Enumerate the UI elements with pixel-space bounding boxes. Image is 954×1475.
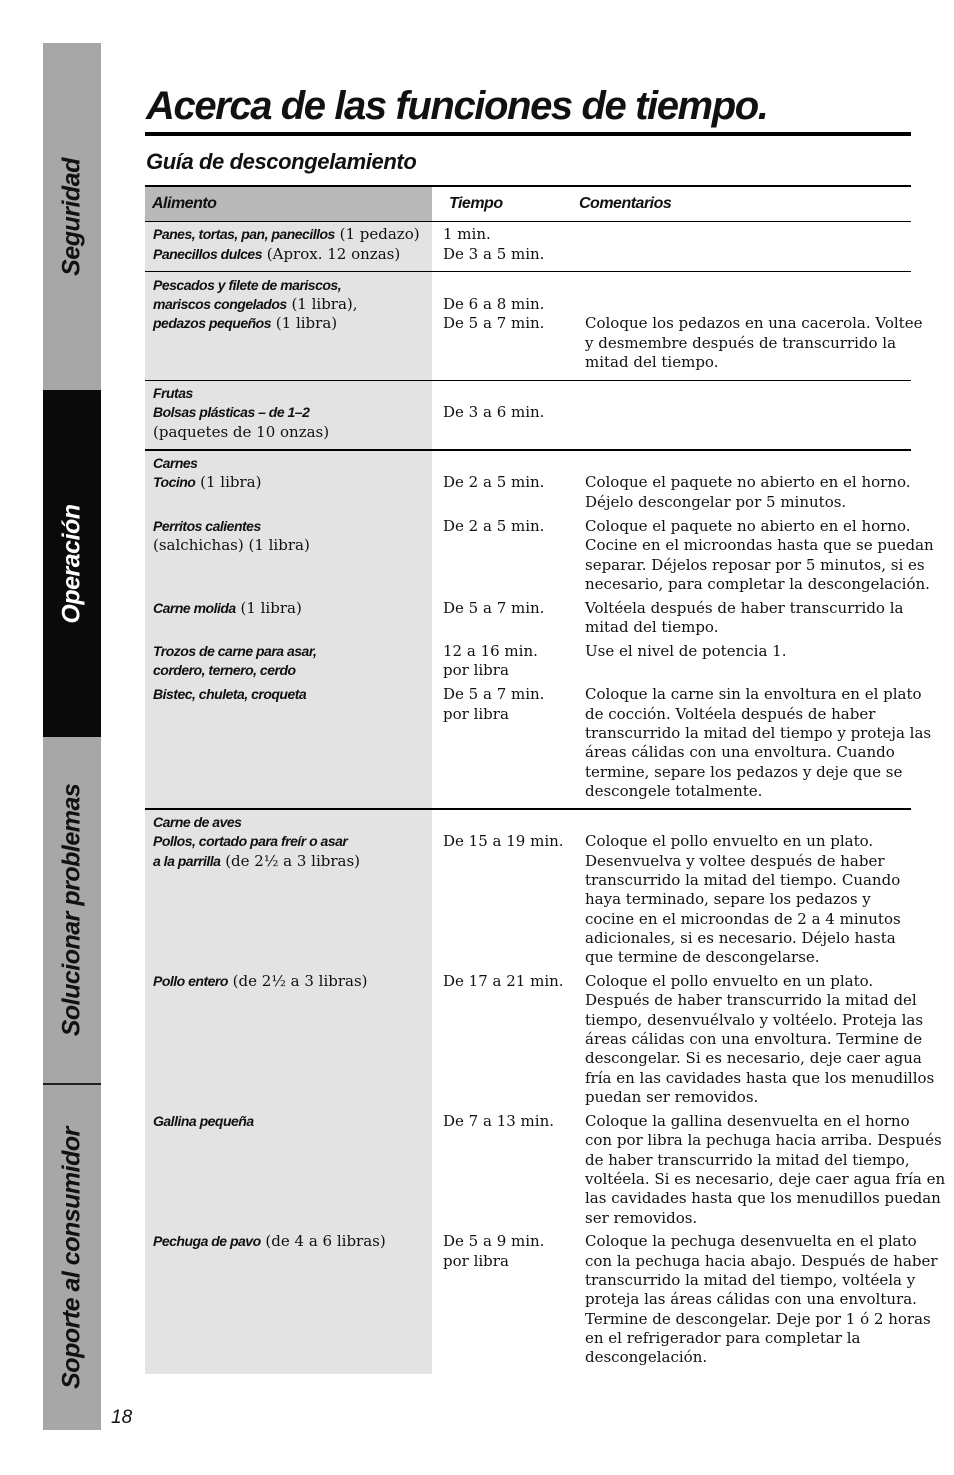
- food-name: Carne molida: [153, 600, 236, 616]
- time-cell: De 6 a 8 min.: [443, 295, 545, 313]
- comment-line: Voltéela después de haber transcurrido la: [585, 599, 904, 617]
- food-cell: [153, 832, 347, 852]
- comment-line: las cavidades hasta que los menudillos puedan: [585, 1189, 941, 1207]
- comment-line: Desenvuelva y voltee después de haber: [585, 852, 885, 870]
- time-cell: De 5 a 7 min.: [443, 599, 545, 617]
- food-name: Perritos calientes: [153, 518, 261, 534]
- comment-line: mitad del tiempo.: [585, 353, 719, 371]
- comment-line: ser removidos.: [585, 1209, 698, 1227]
- comment-line: Coloque la carne sin la envoltura en el plato: [585, 685, 922, 703]
- section-subtitle: Guía de descongelamiento: [146, 149, 417, 174]
- comment-line: termine, separe los pedazos y deje que se: [585, 763, 903, 781]
- comment-line: Coloque el pollo envuelto en un plato.: [585, 972, 874, 990]
- food-cell: [153, 599, 302, 619]
- comment-line: adicionales, si es necesario. Déjelo hasta: [585, 929, 896, 947]
- comment-line: de cocción. Voltéela después de haber: [585, 705, 876, 723]
- comment-line: haya terminado, separe los pedazos y: [585, 890, 871, 908]
- time-cell: por libra: [443, 661, 509, 679]
- table-row: [145, 272, 923, 381]
- comment-line: de haber transcurrido la mitad del tiempo,: [585, 1151, 910, 1169]
- food-name: mariscos congelados: [153, 296, 287, 312]
- tab-seguridad[interactable]: [43, 43, 101, 390]
- tab-solucionar-problemas[interactable]: [43, 737, 101, 1083]
- tab-operacion-label: Operación: [57, 503, 86, 624]
- comment-line: Coloque la gallina desenvuelta en el horno: [585, 1112, 910, 1130]
- food-qty: (1 libra): [195, 473, 262, 491]
- table-header: [145, 185, 911, 222]
- comment-line: Coloque el pollo envuelto en un plato.: [585, 832, 874, 850]
- comment-line: en el refrigerador para completar la: [585, 1329, 861, 1347]
- tab-seguridad-label: Seguridad: [57, 157, 86, 276]
- comment-line: descongelar. Si es necesario, deje caer agua: [585, 1049, 922, 1067]
- title-rule: [145, 132, 911, 136]
- page-number: 18: [111, 1407, 133, 1428]
- comment-line: mitad del tiempo.: [585, 618, 719, 636]
- comment-line: transcurrido la mitad del tiempo y proteja las: [585, 724, 932, 742]
- food-name: a la parrilla: [153, 853, 221, 869]
- food-cell: [153, 314, 337, 334]
- page-title: Acerca de las funciones de tiempo.: [146, 84, 768, 128]
- comment-line: descongele totalmente.: [585, 782, 763, 800]
- food-category: [153, 813, 241, 833]
- food-cell: [153, 473, 261, 493]
- comment-line: Coloque la pechuga desenvuelta en el plato: [585, 1232, 917, 1250]
- header-alimento: Alimento: [152, 195, 217, 212]
- comment-line: Coloque el paquete no abierto en el horno.: [585, 517, 911, 535]
- comment-line: y desmembre después de transcurrido la: [585, 334, 897, 352]
- comment-line: Cocine en el microondas hasta que se puedan: [585, 536, 934, 554]
- time-cell: De 2 a 5 min.: [443, 517, 545, 535]
- food-cell: [153, 384, 193, 404]
- food-cell: [153, 685, 306, 705]
- header-comentarios: Comentarios: [579, 195, 672, 212]
- tab-soporte-consumidor[interactable]: [43, 1083, 101, 1430]
- comment-line: Déjelo descongelar por 5 minutos.: [585, 493, 847, 511]
- comment-line: puedan ser removidos.: [585, 1088, 759, 1106]
- food-cell: [153, 1232, 386, 1252]
- comment-line: Después de haber transcurrido la mitad del: [585, 991, 917, 1009]
- food-name: Pescados y filete de mariscos,: [153, 277, 342, 293]
- time-cell: 12 a 16 min.: [443, 642, 538, 660]
- food-cell: [153, 517, 261, 537]
- food-qty: (salchichas) (1 libra): [153, 536, 310, 554]
- comment-line: Coloque el paquete no abierto en el horno.: [585, 473, 911, 491]
- food-category: Frutas: [153, 385, 193, 401]
- food-qty: (de 4 a 6 libras): [260, 1232, 386, 1250]
- food-cell: [153, 295, 358, 315]
- time-cell: De 2 a 5 min.: [443, 473, 545, 491]
- table-row: [145, 810, 946, 1375]
- tab-soporte-label: Soporte al consumidor: [57, 1126, 86, 1389]
- food-name: Bolsas plásticas – de 1–2: [153, 404, 310, 420]
- time-cell: De 3 a 5 min.: [443, 245, 545, 263]
- comment-line: transcurrido la mitad del tiempo, voltéela y: [585, 1271, 916, 1289]
- comment-line: Coloque los pedazos en una cacerola. Voltee: [585, 314, 923, 332]
- comment-line: Use el nivel de potencia 1.: [585, 642, 787, 660]
- food-category-label: Carne de aves: [153, 814, 242, 830]
- time-cell: De 5 a 9 min.: [443, 1232, 545, 1250]
- food-cell: [153, 276, 341, 296]
- food-qty: (1 pedazo): [334, 225, 420, 243]
- comment-line: áreas cálidas con una envoltura. Cuando: [585, 743, 895, 761]
- time-cell: por libra: [443, 705, 509, 723]
- time-cell: De 7 a 13 min.: [443, 1112, 554, 1130]
- food-cell: [153, 642, 316, 662]
- time-cell: De 5 a 7 min.: [443, 685, 545, 703]
- food-qty: (1 libra),: [286, 295, 358, 313]
- time-cell: De 15 a 19 min.: [443, 832, 564, 850]
- comment-line: transcurrido la mitad del tiempo. Cuando: [585, 871, 901, 889]
- food-name: Pollos, cortado para freír o asar: [153, 833, 348, 849]
- time-cell: 1 min.: [443, 225, 491, 243]
- comment-line: tiempo, desenvuélvalo y voltéelo. Proteja las: [585, 1011, 924, 1029]
- food-qty: (1 libra): [235, 599, 302, 617]
- table-row: [145, 222, 911, 272]
- tab-operacion[interactable]: [43, 390, 101, 737]
- food-name: Panes, tortas, pan, panecillos: [153, 226, 335, 242]
- table-row: [145, 451, 934, 810]
- food-name: Trozos de carne para asar,: [153, 643, 317, 659]
- food-name: Pollo entero: [153, 973, 228, 989]
- comment-line: voltéela. Si es necesario, deje caer agua fría en: [585, 1170, 946, 1188]
- tab-solucionar-label: Solucionar problemas: [57, 783, 86, 1037]
- time-cell: De 3 a 6 min.: [443, 403, 545, 421]
- food-cell: [153, 661, 296, 681]
- comment-line: necesario, para completar la descongelación.: [585, 575, 930, 593]
- comment-line: separar. Déjelos reposar por 5 minutos, si es: [585, 556, 925, 574]
- food-name: Tocino: [153, 474, 196, 490]
- food-qty: (paquetes de 10 onzas): [153, 423, 330, 441]
- food-name: Pechuga de pavo: [153, 1233, 261, 1249]
- food-qty: (Aprox. 12 onzas): [262, 245, 401, 263]
- comment-line: proteja las áreas cálidas con una envoltura.: [585, 1290, 917, 1308]
- food-name: pedazos pequeños: [153, 315, 272, 331]
- comment-line: con la pechuga hacia abajo. Después de haber: [585, 1252, 938, 1270]
- table-row: [145, 381, 911, 451]
- food-name: Panecillos dulces: [153, 246, 262, 262]
- food-category-label: Carnes: [153, 455, 198, 471]
- comment-line: Termine de descongelar. Deje por 1 ó 2 horas: [585, 1310, 931, 1328]
- time-cell: De 5 a 7 min.: [443, 314, 545, 332]
- comment-line: áreas cálidas con una envoltura. Termine de: [585, 1030, 923, 1048]
- time-cell: por libra: [443, 1252, 509, 1270]
- food-qty: (de 2½ a 3 libras): [227, 972, 368, 990]
- food-cell: [153, 225, 420, 245]
- food-category: [153, 454, 197, 474]
- food-qty: (de 2½ a 3 libras): [220, 852, 361, 870]
- header-tiempo: Tiempo: [449, 195, 503, 212]
- comment-line: fría en las cavidades hasta que los menudillos: [585, 1069, 935, 1087]
- comment-line: descongelación.: [585, 1348, 708, 1366]
- time-cell: De 17 a 21 min.: [443, 972, 564, 990]
- comment-line: cocine en el microondas de 2 a 4 minutos: [585, 910, 901, 928]
- comment-line: que termine de descongelarse.: [585, 948, 820, 966]
- food-qty: (1 libra): [271, 314, 338, 332]
- food-name: cordero, ternero, cerdo: [153, 662, 296, 678]
- food-name: Gallina pequeña: [153, 1113, 254, 1129]
- food-cell: [153, 403, 309, 423]
- food-cell: [153, 852, 360, 872]
- food-cell: [153, 1112, 254, 1132]
- comment-line: con por libra la pechuga hacia arriba. Después: [585, 1131, 942, 1149]
- food-cell: [153, 972, 368, 992]
- food-cell: [153, 245, 400, 265]
- food-name: Bistec, chuleta, croqueta: [153, 686, 307, 702]
